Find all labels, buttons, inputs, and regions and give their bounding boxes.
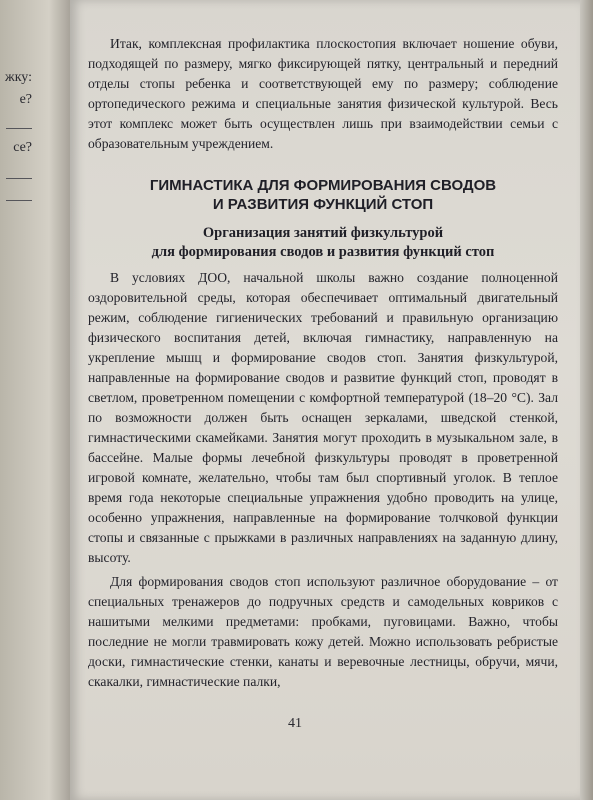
adjacent-page-dash bbox=[6, 200, 32, 201]
subsection-heading bbox=[88, 224, 558, 262]
adjacent-page-fragment: жку: bbox=[5, 70, 32, 85]
subsection-heading-line: для формирования сводов и развития функций стоп bbox=[151, 244, 495, 260]
page-stack-edge bbox=[580, 0, 593, 800]
intro-paragraph: Итак, комплексная профилактика плоскостопия включает ношение обуви, подходящей по размеру, мягко фиксирующей пятку, центральный и передний отделы стопы ребенка и соответствующей ему по размеру; соблюдение ортопедического режима и специальные занятия физической культурой. Весь этот комплекс может быть осуществлен лишь при взаимодействии семьи с образовательным учреждением. bbox=[88, 36, 558, 151]
adjacent-page-dash bbox=[6, 128, 32, 129]
book-page bbox=[70, 0, 580, 800]
body-paragraph: Для формирования сводов стоп используют различное оборудование – от специальных тренажеров до подручных средств и самодельных ковриков с нашитыми мелкими предметами: пробками, пуговицами. Важно, чтобы последние не могли травмировать кожу детей. Можно использовать ребристые доски, гимнастические стенки, канаты и веревочные лестницы, обручи, мячи, скакалки, гимнастические палки, bbox=[88, 574, 558, 689]
adjacent-page-fragment: се? bbox=[13, 140, 32, 155]
adjacent-page-dash bbox=[6, 178, 32, 179]
adjacent-page-fragment: е? bbox=[19, 92, 32, 107]
page-number: 41 bbox=[288, 716, 302, 731]
adjacent-page bbox=[0, 0, 70, 800]
section-heading-line: ГИМНАСТИКА ДЛЯ ФОРМИРОВАНИЯ СВОДОВ bbox=[149, 177, 497, 194]
intro-text-block bbox=[88, 34, 558, 158]
subsection-heading-line: Организация занятий физкультурой bbox=[202, 225, 444, 241]
section-heading-line: И РАЗВИТИЯ ФУНКЦИЙ СТОП bbox=[212, 196, 434, 213]
body-text-block bbox=[88, 268, 558, 696]
section-heading bbox=[88, 176, 558, 214]
body-paragraph: В условиях ДОО, начальной школы важно создание полноценной оздоровительной среды, которая обеспечивает оптимальный двигательный режим, соблюдение гигиенических требований и правильную организацию физического воспитания детей, включая гимнастику, направленную на укрепление мышц и формирование сводов стоп. Занятия физкультурой, направленные на формирование сводов и развитие функций стоп, проводят в светлом, проветренном помещении с комфортной температурой (18–20 °C). Зал по возможности должен быть оснащен зеркалами, шведской стенкой, гимнастическими скамейками. Занятия могут проходить в музыкальном зале, в бассейне. Малые формы лечебной физкультуры проводят в проветренной игровой комнате, желательно, чтобы там был спортивный уголок. В теплое время года некоторые специальные упражнения удобно проводить на улице, особенно упражнения, направленные на формирование толчковой функции стопы и связанные с прыжками в различных направлениях на заданную длину, высоту. bbox=[88, 270, 558, 565]
